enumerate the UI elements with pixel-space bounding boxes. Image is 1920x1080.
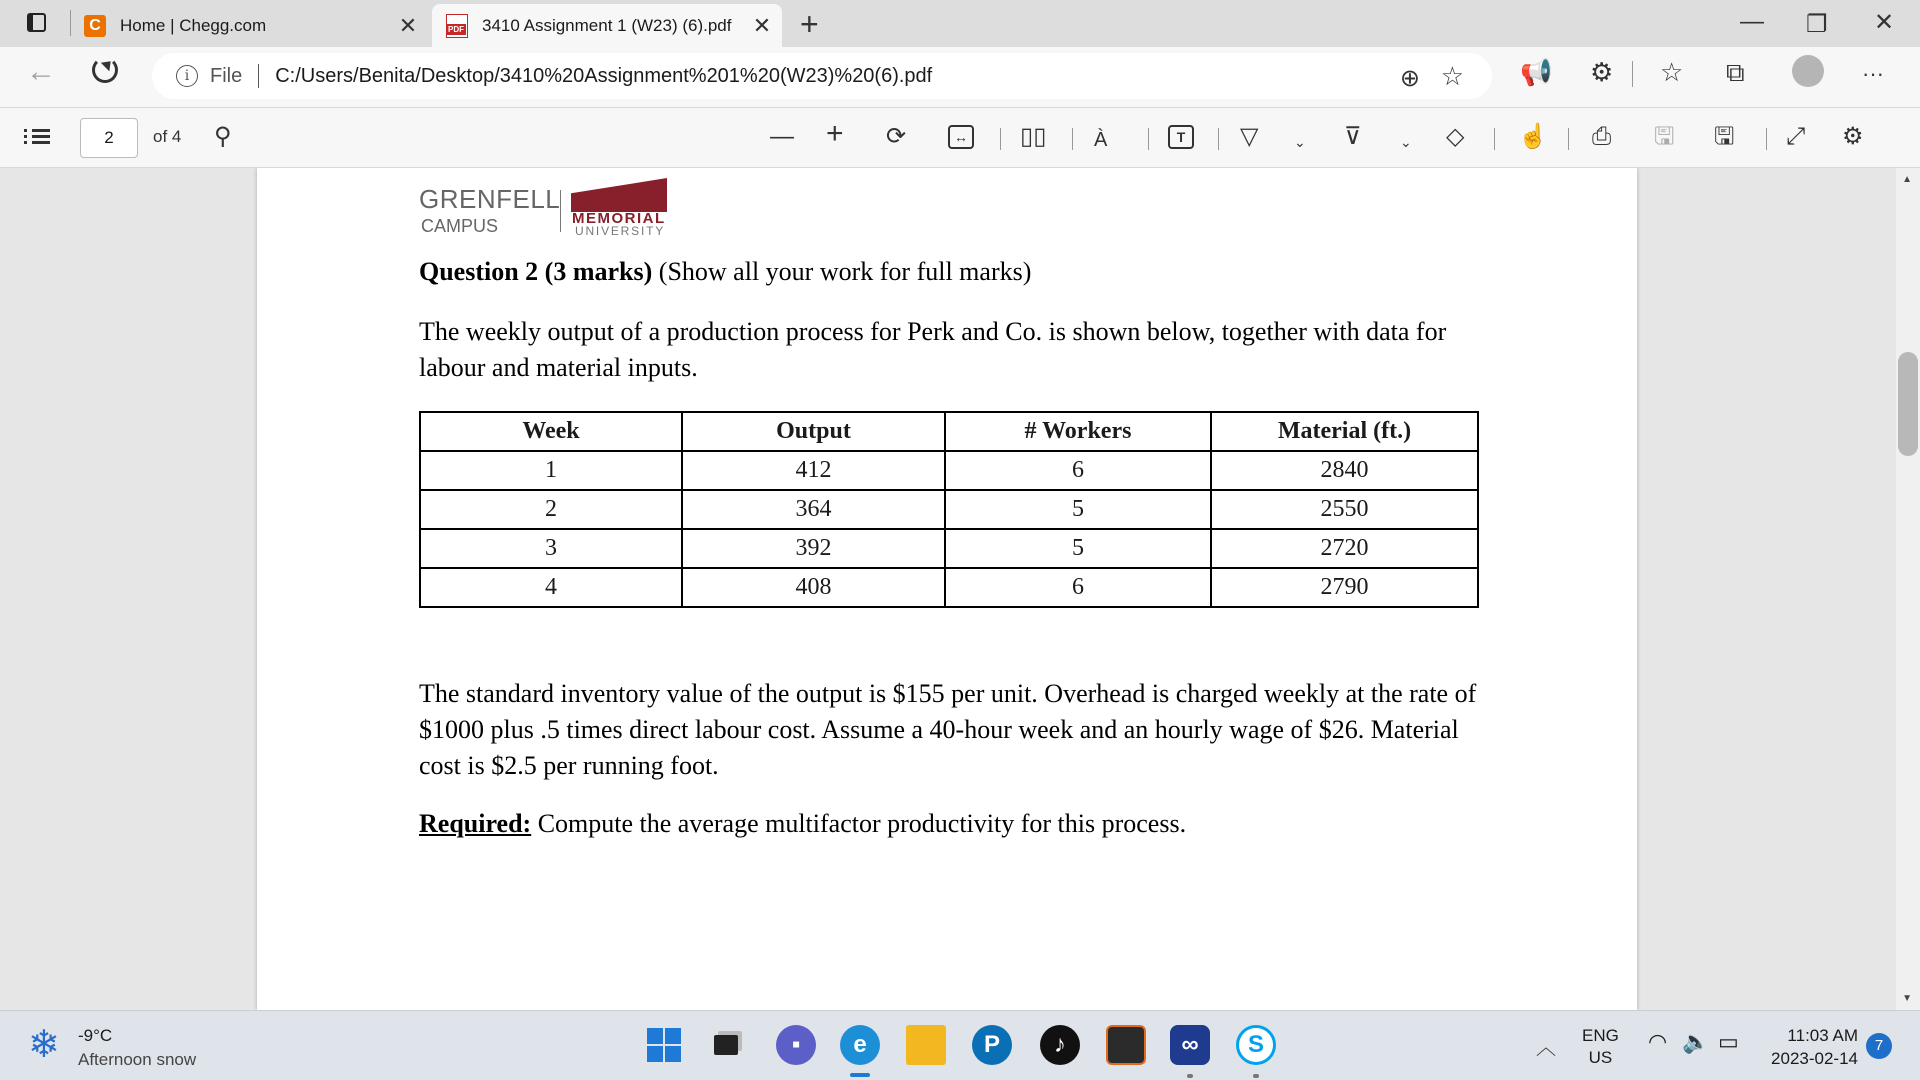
watch-app-icon[interactable]: ∞ [1170, 1025, 1210, 1065]
question-intro: The weekly output of a production process for Perk and Co. is shown below, together with data for labour and material inputs. [419, 317, 1447, 382]
logo-shape [571, 178, 667, 212]
notification-badge[interactable]: 7 [1866, 1033, 1892, 1059]
teams-chat-icon[interactable]: ▪ [776, 1025, 816, 1065]
scroll-down-icon[interactable]: ▼ [1902, 993, 1912, 1004]
close-tab-icon[interactable]: ✕ [398, 12, 418, 38]
cell-output: 364 [682, 490, 945, 529]
tab-title: 3410 Assignment 1 (W23) (6).pdf [482, 15, 732, 35]
rotate-icon[interactable]: ⟳ [886, 123, 907, 150]
chevron-down-icon[interactable]: ⌄ [1400, 134, 1412, 150]
scroll-up-icon[interactable]: ▲ [1902, 174, 1912, 185]
production-data-table [419, 411, 1479, 608]
tab-actions-icon[interactable] [27, 13, 46, 32]
search-icon[interactable]: ⚲ [214, 123, 232, 150]
expand-icon[interactable]: ⤢ [1786, 123, 1806, 150]
toolbar-divider [1766, 128, 1767, 150]
table-row [420, 529, 1478, 568]
tab-chegg[interactable] [78, 4, 428, 47]
logo-campus-name: GRENFELL [419, 184, 561, 214]
pearson-icon[interactable]: P [972, 1025, 1012, 1065]
toolbar-divider [1000, 128, 1001, 150]
cell-week: 2 [420, 490, 682, 529]
collections-icon[interactable]: ⧉ [1726, 57, 1745, 87]
scrollbar-thumb[interactable] [1898, 352, 1918, 456]
zoom-out-icon[interactable]: — [770, 123, 794, 150]
tab-title: Home | Chegg.com [120, 15, 267, 35]
battery-icon[interactable]: ▭ [1718, 1029, 1739, 1054]
save-icon[interactable]: 🖫 [1654, 123, 1675, 150]
favorites-icon[interactable]: ☆ [1660, 57, 1684, 87]
cell-week: 1 [420, 451, 682, 490]
table-row [420, 451, 1478, 490]
pdf-viewer[interactable] [0, 168, 1920, 1010]
skype-icon[interactable]: S [1236, 1025, 1276, 1065]
toolbar-divider [1632, 61, 1633, 87]
toolbar-divider [1072, 128, 1073, 150]
minimize-button[interactable]: — [1740, 8, 1764, 35]
cell-workers: 5 [945, 529, 1211, 568]
question-heading [419, 254, 1031, 290]
highlight-icon[interactable]: ⊽ [1344, 123, 1362, 150]
tiktok-icon[interactable]: ♪ [1040, 1025, 1080, 1065]
cell-material: 2790 [1211, 568, 1478, 607]
pdf-favicon-icon: PDF [446, 14, 468, 38]
vertical-scrollbar[interactable] [1896, 168, 1920, 1010]
page-number-input[interactable]: 2 [80, 118, 138, 158]
read-aloud-icon[interactable]: À [1094, 129, 1108, 151]
question-heading-bold: Question 2 (3 marks) [419, 257, 653, 286]
settings-gear-icon[interactable]: ⚙ [1842, 123, 1864, 150]
weather-description[interactable]: Afternoon snow [78, 1050, 197, 1069]
taskbar [0, 1010, 1920, 1080]
tab-pdf-active[interactable] [432, 4, 782, 47]
close-tab-icon[interactable]: ✕ [752, 12, 772, 38]
cell-workers: 5 [945, 490, 1211, 529]
zoom-in-icon[interactable]: + [826, 117, 844, 150]
table-of-contents-icon[interactable] [24, 126, 50, 150]
save-as-icon[interactable]: 🖫 [1714, 123, 1735, 150]
add-text-icon[interactable]: T [1168, 125, 1194, 149]
cell-output: 392 [682, 529, 945, 568]
pdf-page [257, 168, 1637, 1010]
cell-week: 3 [420, 529, 682, 568]
address-separator [258, 64, 259, 88]
header-output: Output [682, 412, 945, 451]
language-code: ENG [1582, 1026, 1619, 1045]
cell-material: 2840 [1211, 451, 1478, 490]
media-app-icon[interactable] [1106, 1025, 1146, 1065]
logo-divider [560, 190, 561, 232]
clock-time: 11:03 AM [1787, 1026, 1858, 1045]
snowflake-icon[interactable]: ❄ [28, 1024, 60, 1066]
start-button[interactable] [644, 1025, 684, 1065]
logo-memorial: MEMORIAL [572, 210, 666, 227]
megaphone-icon[interactable]: 📢 [1520, 57, 1553, 87]
clock-date: 2023-02-14 [1771, 1049, 1858, 1068]
wifi-icon[interactable]: ◠ [1648, 1029, 1668, 1054]
cell-output: 408 [682, 568, 945, 607]
header-material: Material (ft.) [1211, 412, 1478, 451]
page-view-icon[interactable]: ▯▯ [1020, 123, 1047, 150]
logo-university: UNIVERSITY [575, 224, 666, 238]
header-week: Week [420, 412, 682, 451]
refresh-icon[interactable] [92, 57, 118, 83]
table-row [420, 490, 1478, 529]
tab-divider [70, 10, 71, 36]
show-hidden-icons-chevron[interactable]: ︿ [1536, 1037, 1556, 1059]
language-indicator[interactable] [1582, 1025, 1619, 1069]
toolbar-divider [1494, 128, 1495, 150]
back-arrow-icon[interactable]: ← [26, 55, 56, 88]
file-explorer-icon[interactable] [906, 1025, 946, 1065]
cell-workers: 6 [945, 568, 1211, 607]
more-menu-icon[interactable]: ··· [1862, 61, 1884, 86]
cell-workers: 6 [945, 451, 1211, 490]
logo-campus-word: CAMPUS [421, 216, 499, 236]
edge-browser-icon[interactable]: e [840, 1025, 880, 1065]
cell-material: 2720 [1211, 529, 1478, 568]
new-tab-button[interactable]: + [800, 6, 819, 42]
cell-material: 2550 [1211, 490, 1478, 529]
speaker-icon[interactable]: 🔈 [1682, 1029, 1710, 1054]
required-task: Compute the average multifactor productivity for this process. [531, 809, 1187, 838]
url-text[interactable]: C:/Users/Benita/Desktop/3410%20Assignment%201%20(W23)%20(6).pdf [275, 64, 933, 87]
extensions-icon[interactable]: ⚙ [1590, 57, 1614, 87]
toolbar-divider [1218, 128, 1219, 150]
chevron-down-icon[interactable]: ⌄ [1294, 134, 1306, 150]
pdf-toolbar [0, 107, 1920, 168]
close-window-button[interactable]: ✕ [1874, 9, 1895, 36]
weather-temperature[interactable]: -9°C [78, 1026, 113, 1045]
header-workers: # Workers [945, 412, 1211, 451]
address-field[interactable] [152, 53, 1492, 99]
add-favorite-icon[interactable]: ☆ [1440, 61, 1464, 91]
info-icon[interactable]: i [176, 65, 198, 87]
running-app-dot [1187, 1074, 1193, 1078]
scheme-label: File [210, 64, 243, 87]
title-bar [0, 0, 1920, 47]
standard-cost-text: The standard inventory value of the output is $155 per unit. Overhead is charged weekly at the rate of $1000 plus .5 times direct labour cost. Assume a 40-hour week and an hourly wage of $26. Material cost is $2.5 per running foot. [419, 679, 1477, 780]
chegg-favicon-icon: C [84, 15, 106, 37]
address-bar-row [0, 47, 1920, 107]
clock[interactable] [1760, 1024, 1858, 1070]
cell-output: 412 [682, 451, 945, 490]
zoom-icon[interactable]: ⊕ [1399, 65, 1420, 92]
page-count-label: of 4 [153, 127, 182, 146]
table-header-row [420, 412, 1478, 451]
required-label: Required: [419, 809, 532, 838]
profile-avatar[interactable] [1792, 55, 1824, 87]
toolbar-divider [1568, 128, 1569, 150]
task-view-icon[interactable] [706, 1025, 746, 1065]
cell-week: 4 [420, 568, 682, 607]
region-code: US [1588, 1048, 1613, 1067]
running-app-dot [1253, 1074, 1259, 1078]
question-heading-note: (Show all your work for full marks) [652, 257, 1032, 286]
toolbar-divider [1148, 128, 1149, 150]
active-app-indicator [850, 1073, 870, 1077]
windows-logo-icon [647, 1028, 681, 1062]
table-row [420, 568, 1478, 607]
erase-icon[interactable]: ◇ [1446, 123, 1465, 150]
fit-width-icon[interactable]: ↔ [948, 125, 974, 149]
touch-icon[interactable]: ☝ [1518, 123, 1548, 150]
restore-button[interactable]: ❐ [1806, 11, 1828, 38]
print-icon[interactable]: ⎙ [1592, 123, 1612, 150]
draw-icon[interactable]: ▽ [1240, 123, 1259, 150]
required-text [419, 806, 1186, 842]
